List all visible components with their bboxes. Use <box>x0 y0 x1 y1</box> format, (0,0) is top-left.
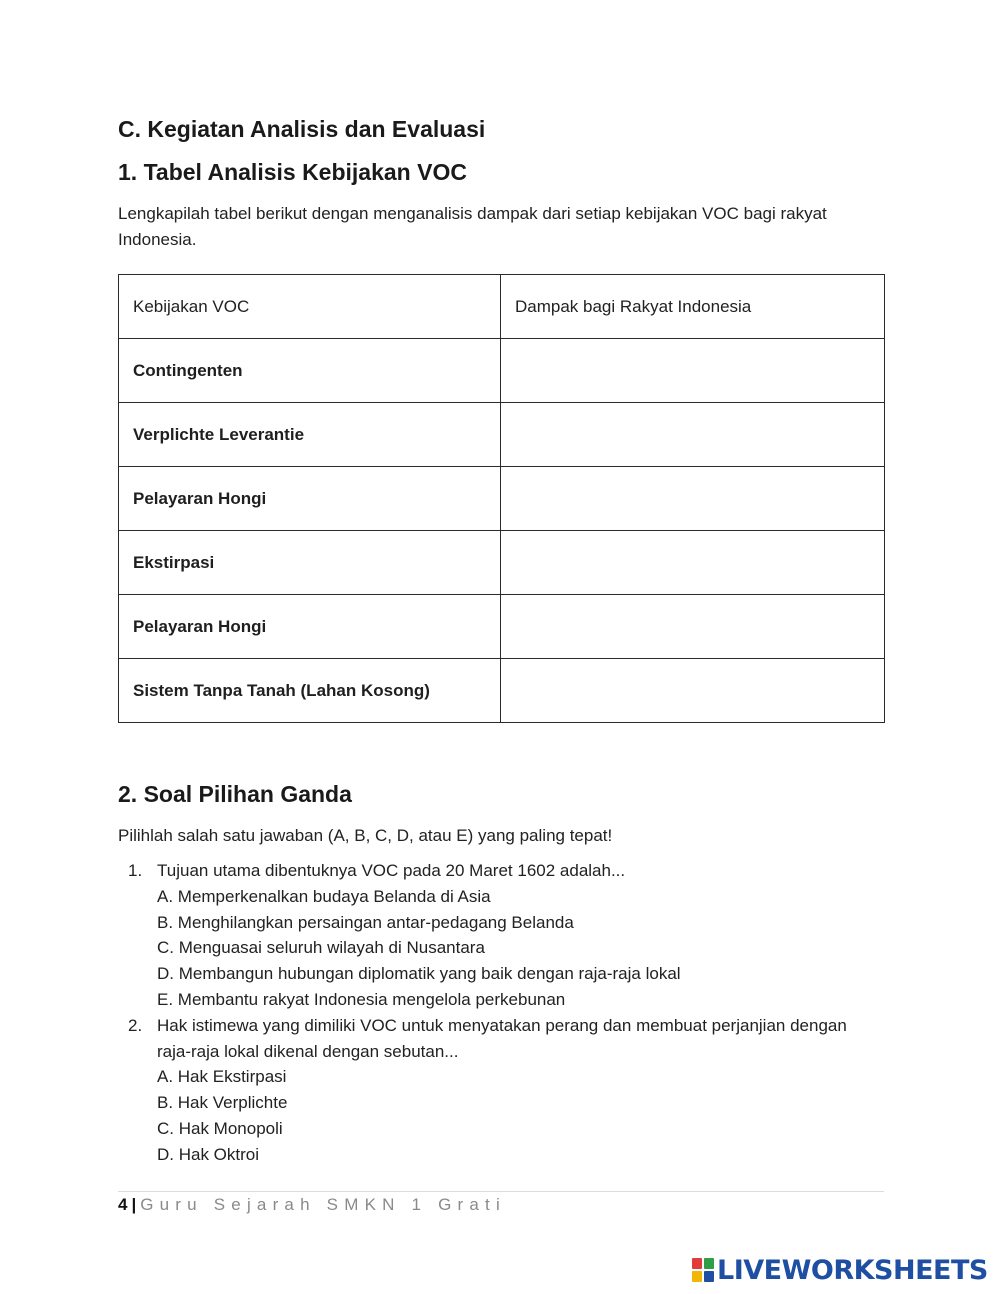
impact-answer-cell[interactable] <box>501 403 885 467</box>
footer-separator: | <box>131 1195 137 1214</box>
table-row <box>119 659 885 723</box>
policy-cell: Sistem Tanpa Tanah (Lahan Kosong) <box>119 659 501 723</box>
option-c[interactable]: C. Menguasai seluruh wilayah di Nusantara <box>157 938 485 958</box>
footer-school: Guru Sejarah SMKN 1 Grati <box>140 1195 506 1214</box>
question-number: 1. <box>128 861 143 880</box>
table-row <box>119 467 885 531</box>
policy-cell: Pelayaran Hongi <box>119 595 501 659</box>
logo-text: LIVEWORKSHEETS <box>717 1254 988 1286</box>
part2-title: 2. Soal Pilihan Ganda <box>118 781 352 807</box>
impact-answer-cell[interactable] <box>501 467 885 531</box>
header-policy: Kebijakan VOC <box>119 275 501 339</box>
option-d[interactable]: D. Hak Oktroi <box>157 1144 260 1164</box>
table-row <box>119 595 885 659</box>
question-text: Tujuan utama dibentuknya VOC pada 20 Maret 1602 adalah... <box>157 861 626 880</box>
option-a[interactable]: A. Hak Ekstirpasi <box>157 1067 287 1087</box>
page-footer <box>118 1194 506 1216</box>
option-b[interactable]: B. Menghilangkan persaingan antar-pedagang Belanda <box>157 912 574 932</box>
policy-cell: Contingenten <box>119 339 501 403</box>
option-d[interactable]: D. Membangun hubungan diplomatik yang baik dengan raja-raja lokal <box>157 964 681 984</box>
page-number: 4 <box>118 1195 128 1214</box>
section-title: C. Kegiatan Analisis dan Evaluasi <box>118 116 486 142</box>
voc-policy-table <box>118 274 885 723</box>
policy-cell: Ekstirpasi <box>119 531 501 595</box>
policy-cell: Pelayaran Hongi <box>119 467 501 531</box>
part2-instruction: Pilihlah salah satu jawaban (A, B, C, D, atau E) yang paling tepat! <box>118 826 613 845</box>
question-text: Hak istimewa yang dimiliki VOC untuk menyatakan perang dan membuat perjanjian dengan raja-raja lokal dikenal dengan sebutan... <box>157 1015 847 1061</box>
table-header-row <box>119 275 885 339</box>
table-row <box>119 531 885 595</box>
option-e[interactable]: E. Membantu rakyat Indonesia mengelola perkebunan <box>157 989 566 1009</box>
policy-cell: Verplichte Leverantie <box>119 403 501 467</box>
question-number: 2. <box>128 1015 143 1035</box>
footer-divider <box>118 1191 884 1192</box>
impact-answer-cell[interactable] <box>501 339 885 403</box>
question-2 <box>118 1013 884 1168</box>
liveworksheets-logo <box>692 1256 988 1284</box>
liveworksheets-logo-icon <box>692 1258 714 1282</box>
impact-answer-cell[interactable] <box>501 659 885 723</box>
question-1 <box>118 858 884 1013</box>
question-list <box>118 858 884 1168</box>
table-row <box>119 403 885 467</box>
impact-answer-cell[interactable] <box>501 531 885 595</box>
impact-answer-cell[interactable] <box>501 595 885 659</box>
option-c[interactable]: C. Hak Monopoli <box>157 1118 283 1138</box>
part1-title: 1. Tabel Analisis Kebijakan VOC <box>118 159 467 185</box>
header-impact: Dampak bagi Rakyat Indonesia <box>501 275 885 339</box>
table-row <box>119 339 885 403</box>
option-b[interactable]: B. Hak Verplichte <box>157 1093 288 1113</box>
part1-intro: Lengkapilah tabel berikut dengan menganalisis dampak dari setiap kebijakan VOC bagi rakyat Indonesia. <box>118 204 827 249</box>
option-a[interactable]: A. Memperkenalkan budaya Belanda di Asia <box>157 886 491 906</box>
